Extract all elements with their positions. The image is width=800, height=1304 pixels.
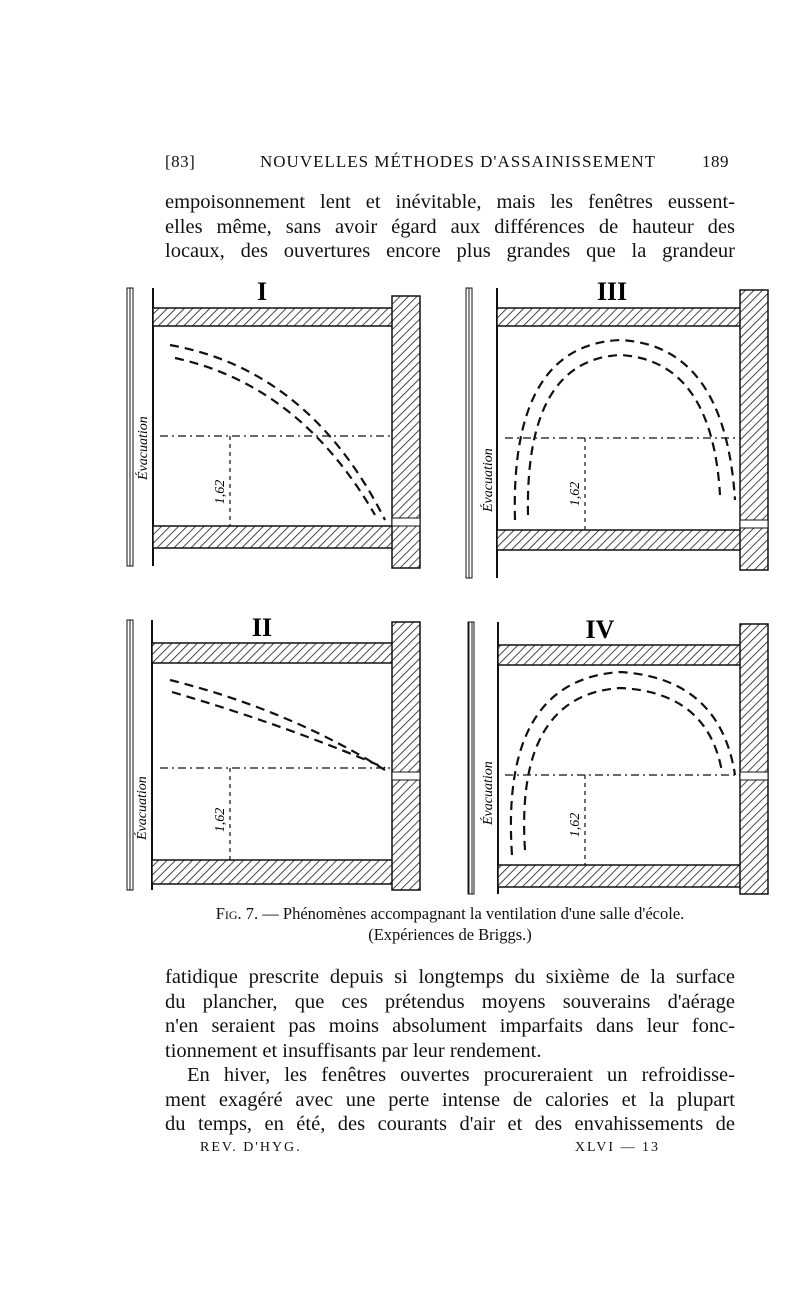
caption-line-1 — [160, 903, 740, 924]
panel-1-numeral: I — [256, 277, 268, 306]
text-line: du plancher, que ces prétendus moyens souverains d'aérage — [165, 990, 735, 1013]
text-line: En hiver, les fenêtres ouvertes procureraient un refroidisse- — [187, 1064, 735, 1086]
page-number-bracket: [83] — [165, 152, 196, 171]
page-title: NOUVELLES MÉTHODES D'ASSAINISSEMENT — [260, 152, 657, 171]
figure-label: Fig. 7. — [215, 904, 259, 923]
panel-3-height-label: 1,62 — [568, 481, 583, 507]
panel-4-numeral: IV — [585, 615, 615, 644]
panel-2-numeral: II — [251, 613, 273, 642]
caption-line-2: (Expériences de Briggs.) — [368, 925, 532, 944]
figure-caption — [160, 903, 740, 945]
footer-signature: XLVI — 13 — [574, 1140, 660, 1155]
panel-4-side-label: Évacuation — [481, 761, 496, 825]
text-line: elles même, sans avoir égard aux différences de hauteur des — [165, 215, 735, 238]
text-line: du temps, en été, des courants d'air et des envahissements de — [165, 1113, 735, 1135]
panel-1-height-label: 1,62 — [213, 479, 228, 505]
text-line: empoisonnement lent et inévitable, mais les fenêtres eussent- — [165, 191, 735, 213]
panel-4-height-label: 1,62 — [568, 812, 583, 838]
text-line: ment exagéré avec une perte intense de calories et la plupart — [165, 1088, 735, 1111]
paragraph-bottom — [165, 965, 735, 1137]
page-number: 189 — [702, 152, 729, 171]
text-line: tionnement et insuffisants par leur rendement. — [165, 1039, 542, 1062]
footer-journal: REV. D'HYG. — [200, 1140, 302, 1155]
panel-2 — [127, 620, 420, 890]
panel-3-side-label: Évacuation — [481, 448, 496, 512]
text-line: locaux, des ouvertures encore plus grandes que la grandeur — [165, 240, 735, 262]
panel-1-side-label: Évacuation — [136, 416, 151, 480]
panel-2-height-label: 1,62 — [213, 807, 228, 833]
caption-text: — Phénomènes accompagnant la ventilation d'une salle d'école. — [262, 904, 685, 923]
text-line: fatidique prescrite depuis si longtemps du sixième de la surface — [165, 966, 735, 988]
panel-3 — [466, 288, 768, 578]
panel-1 — [127, 288, 420, 568]
panel-3-numeral: III — [596, 277, 628, 306]
text-line: n'en seraient pas moins absolument imparfaits dans leur fonc- — [165, 1015, 735, 1037]
panel-4 — [468, 622, 768, 894]
panel-2-side-label: Évacuation — [135, 776, 150, 840]
